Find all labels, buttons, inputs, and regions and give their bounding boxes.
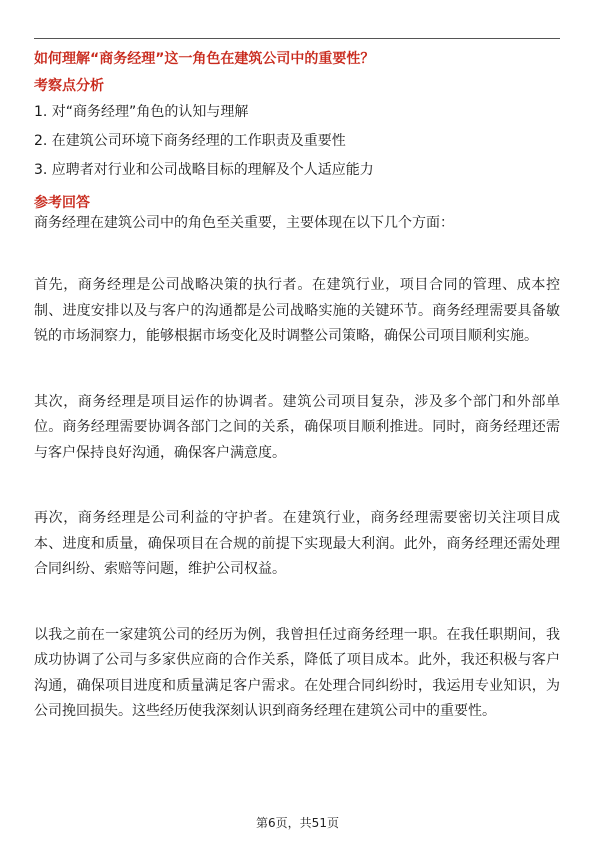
answer-intro: 商务经理在建筑公司中的角色至关重要，主要体现在以下几个方面： — [34, 215, 454, 231]
question-heading: 如何理解“商务经理”这一角色在建筑公司中的重要性？ — [34, 51, 375, 67]
page-content — [34, 49, 560, 765]
analysis-heading: 考察点分析 — [34, 78, 104, 94]
answer-paragraph: 以我之前在一家建筑公司的经历为例，我曾担任过商务经理一职。在我任职期间，我成功协调了公司与多家供应商的合作关系，降低了项目成本。此外，我还积极与客户沟通，确保项目进度和质量满足客户需求。在处理合同纠纷时，我运用专业知识，为公司挽回损失。这些经历使我深刻认识到商务经理在建筑公司中的重要性。 — [34, 626, 560, 719]
analysis-point: 1. 对“商务经理”角色的认知与理解 — [34, 104, 249, 120]
analysis-point: 2. 在建筑公司环境下商务经理的工作职责及重要性 — [34, 133, 346, 149]
analysis-list — [34, 102, 560, 180]
page-number: 第6页，共51页 — [256, 816, 339, 830]
answer-paragraph: 其次，商务经理是项目运作的协调者。建筑公司项目复杂，涉及多个部门和外部单位。商务经理需要协调各部门之间的关系，确保项目顺利推进。同时，商务经理还需与客户保持良好沟通，确保客户满意度。 — [34, 393, 560, 461]
answer-heading: 参考回答 — [34, 195, 90, 211]
answer-paragraph: 再次，商务经理是公司利益的守护者。在建筑行业，商务经理需要密切关注项目成本、进度和质量，确保项目在合规的前提下实现最大利润。此外，商务经理还需处理合同纠纷、索赔等问题，维护公司权益。 — [34, 510, 560, 577]
analysis-point: 3. 应聘者对行业和公司战略目标的理解及个人适应能力 — [34, 162, 374, 178]
header-rule — [34, 38, 560, 39]
answer-paragraph: 首先，商务经理是公司战略决策的执行者。在建筑行业，项目合同的管理、成本控制、进度安排以及与客户的沟通都是公司战略实施的关键环节。商务经理需要具备敏锐的市场洞察力，能够根据市场变化及时调整公司策略，确保公司项目顺利实施。 — [34, 277, 560, 344]
